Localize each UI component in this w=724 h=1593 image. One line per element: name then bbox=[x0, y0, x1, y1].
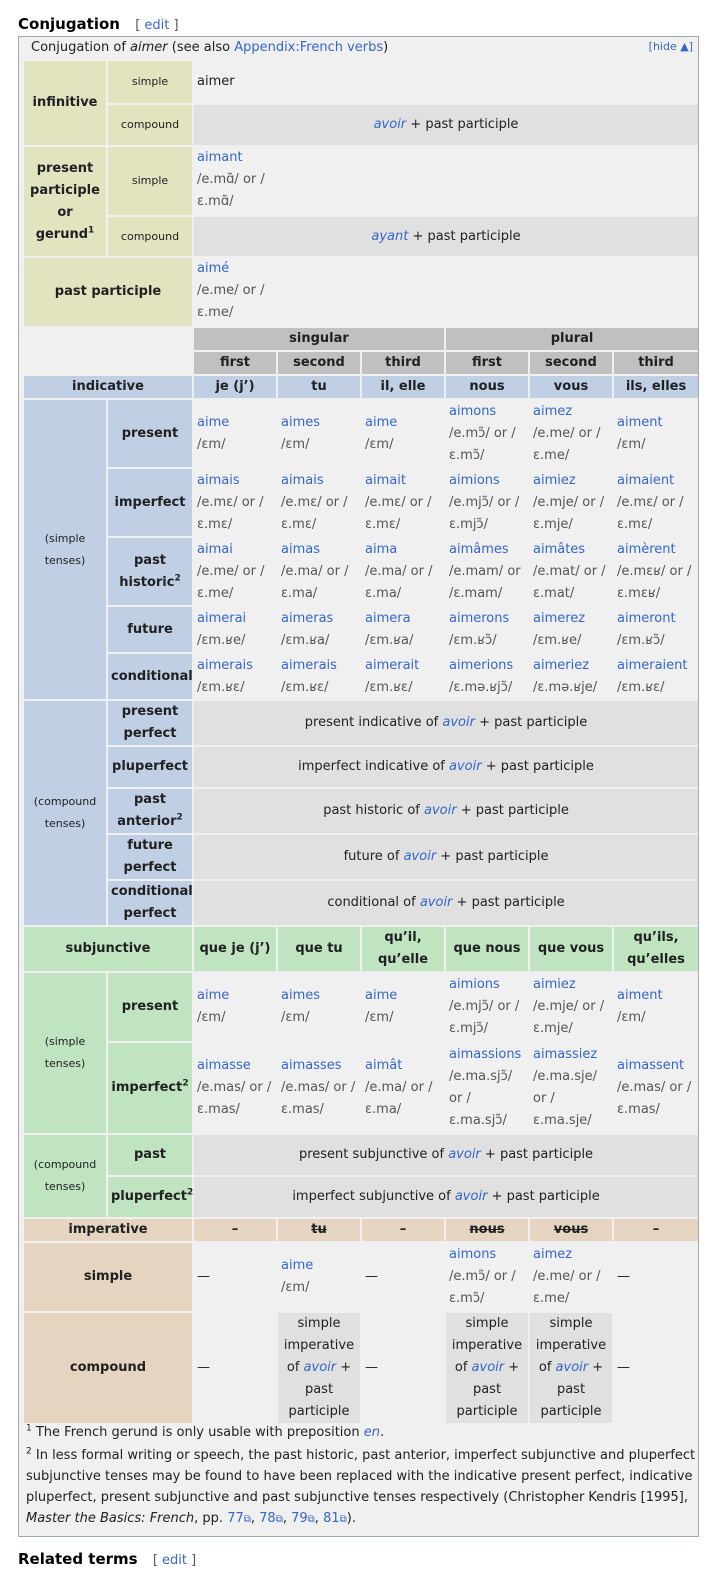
ind-past-historic-row: past historic$^2$ aimai /e.me/ or /ɛ.me/ aimas /e.ma/ or /ɛ.ma/ aima /e.ma/ or /ɛ.ma/ aimâmes /e.mam/ or /ɛ.mam/ aimâtes /e.mat/ or /ɛ.mat/ aimèrent /e.mɛʁ/ or /ɛ.mɛʁ/ bbox=[24, 538, 698, 605]
conjugated-form bbox=[362, 538, 444, 605]
ind-future-perfect-row: future perfect future of avoir + past participle bbox=[24, 835, 698, 879]
label-simple: simple bbox=[108, 147, 192, 215]
conjugated-form bbox=[614, 400, 698, 467]
imp-compound-row: compound — simple imperative of avoir + past participle — simple imperative of avoir + past participle simple imperative of avoir + past participle — bbox=[24, 1313, 698, 1423]
label-present-participle: present participle or gerund$^1$ bbox=[24, 147, 106, 256]
ipa: /e.mam/ or /ɛ.mam/ bbox=[449, 563, 521, 601]
label-compound-tenses: (compound tenses) bbox=[24, 1135, 106, 1217]
ind-present-row: (simple tenses) present aime /ɛm/ aimes /ɛm/ aime /ɛm/ aimons /e.mɔ̃/ or /ɛ.mɔ̃/ aimez /e.me/ or /ɛ.me/ aiment /ɛm/ bbox=[24, 400, 698, 467]
conjugated-form bbox=[614, 973, 698, 1041]
page-link[interactable]: 77 bbox=[227, 1511, 244, 1526]
conjugated-form bbox=[446, 973, 528, 1041]
imperative-header-row: imperative – tu – nous vous – bbox=[24, 1219, 698, 1241]
sub-pluperfect-row: pluperfect$^2$ imperfect subjunctive of avoir + past participle bbox=[24, 1177, 698, 1217]
form-link[interactable]: aimerais bbox=[197, 657, 253, 673]
ind-imperfect-row: imperfect aimais /e.mɛ/ or /ɛ.mɛ/ aimais /e.mɛ/ or /ɛ.mɛ/ aimait /e.mɛ/ or /ɛ.mɛ/ aimions /e.mjɔ̃/ or /ɛ.mjɔ̃/ aimiez /e.mje/ or /ɛ.mje/ aimaient /e.mɛ/ or /ɛ.mɛ/ bbox=[24, 469, 698, 536]
ipa: /e.mɛ/ or /ɛ.mɛ/ bbox=[281, 494, 348, 532]
ipa: /ɛm.ʁɔ̃/ bbox=[449, 632, 497, 648]
ipa: /ɛm/ bbox=[197, 436, 226, 452]
form-link[interactable]: aimais bbox=[281, 472, 324, 488]
ipa: /e.mas/ or /ɛ.mas/ bbox=[617, 1080, 692, 1117]
conjugated-form bbox=[614, 654, 698, 699]
ipa: /ɛm/ bbox=[365, 1010, 394, 1025]
form-link[interactable]: aimerez bbox=[533, 610, 586, 626]
conjugated-form bbox=[278, 973, 360, 1041]
conjugated-form bbox=[362, 973, 444, 1041]
ipa: /ɛm.ʁɔ̃/ bbox=[617, 632, 665, 648]
form-link[interactable]: aimions bbox=[449, 977, 500, 992]
ipa: /ɛ.mə.ʁje/ bbox=[533, 679, 598, 695]
ind-pluperfect-row: pluperfect imperfect indicative of avoir + past participle bbox=[24, 747, 698, 787]
form-link[interactable]: aimera bbox=[365, 610, 411, 626]
ipa: /ɛm.ʁɛ/ bbox=[197, 679, 245, 695]
ipa: /ɛ.mə.ʁjɔ̃/ bbox=[449, 679, 513, 695]
ipa: /ɛm/ bbox=[617, 436, 646, 452]
ipa: /e.mje/ or /ɛ.mje/ bbox=[533, 494, 605, 532]
conjugated-form bbox=[446, 1043, 528, 1133]
infinitive-simple: aimer bbox=[194, 61, 698, 103]
form-link[interactable]: aimions bbox=[449, 472, 500, 488]
form-link[interactable]: aimèrent bbox=[617, 541, 676, 557]
page-link[interactable]: 78 bbox=[259, 1511, 276, 1526]
form-link[interactable]: aiment bbox=[617, 988, 663, 1003]
ipa: /e.ma.sje/ or /ɛ.ma.sje/ bbox=[533, 1069, 598, 1128]
en-link[interactable]: en bbox=[363, 1425, 380, 1440]
footnote-2: $^2$ In less formal writing or speech, the past historic, past anterior, imperfect subjunctive and pluperfect subjunctive tenses may be found to have been replaced with the indicative present perfect, indicative pluperfect, present subjunctive and past subjunctive tenses respectively (Christopher Kendris [1995], Master the Basics: French, pp. 77⧉, 78⧉, 79⧉, 81⧉). bbox=[26, 1446, 696, 1526]
label-compound: compound bbox=[108, 105, 192, 145]
ipa: /e.mas/ or /ɛ.mas/ bbox=[281, 1080, 356, 1117]
ipa: /ɛm.ʁe/ bbox=[533, 632, 582, 648]
ipa: /e.ma/ or /ɛ.ma/ bbox=[365, 1080, 433, 1117]
form-link[interactable]: aimeraient bbox=[617, 657, 688, 673]
conjugated-form bbox=[362, 607, 444, 652]
form-link[interactable]: aimât bbox=[365, 1058, 403, 1073]
ipa: /ɛm/ bbox=[281, 1010, 310, 1025]
ipa: /e.mɛ/ or /ɛ.mɛ/ bbox=[617, 494, 684, 532]
sub-imperfect-row: imperfect$^2$ aimasse /e.mas/ or /ɛ.mas/ aimasses /e.mas/ or /ɛ.mas/ aimât /e.ma/ or /ɛ.ma/ aimassions /e.ma.sjɔ̃/ or /ɛ.ma.sjɔ̃/ aimassiez /e.ma.sje/ or /ɛ.ma.sje/ aimassent /e.mas/ or /ɛ.mas/ bbox=[24, 1043, 698, 1133]
form-link[interactable]: aimez bbox=[533, 403, 573, 419]
ipa: /ɛm/ bbox=[197, 1010, 226, 1025]
label-infinitive: infinitive bbox=[24, 61, 106, 145]
label-past-participle: past participle bbox=[24, 258, 192, 326]
imp-simple-row: simple — aime /ɛm/ — aimons /e.mɔ̃/ or /ɛ.mɔ̃/ aimez /e.me/ or /ɛ.me/ — bbox=[24, 1243, 698, 1311]
label-simple-tenses: (simple tenses) bbox=[24, 400, 106, 699]
conjugated-form bbox=[194, 973, 276, 1041]
form-link[interactable]: aime bbox=[365, 988, 398, 1003]
ipa: /ɛm/ bbox=[365, 436, 394, 452]
form-link[interactable]: aimerions bbox=[449, 657, 514, 673]
sub-present-row: (simple tenses) present aime /ɛm/ aimes /ɛm/ aime /ɛm/ aimions /e.mjɔ̃/ or /ɛ.mjɔ̃/ aimiez /e.mje/ or /ɛ.mje/ aiment /ɛm/ bbox=[24, 973, 698, 1041]
label-singular: singular bbox=[194, 328, 444, 350]
form-link[interactable]: aimâmes bbox=[449, 541, 509, 557]
external-link-icon: ⧉ bbox=[339, 1514, 347, 1525]
conjugated-form bbox=[614, 1043, 698, 1133]
conjugation-box bbox=[18, 36, 699, 1537]
form-link[interactable]: aimassions bbox=[449, 1047, 522, 1062]
form-link[interactable]: aimiez bbox=[533, 977, 576, 992]
past-participle-form: aimé /e.me/ or /ɛ.me/ bbox=[194, 258, 276, 326]
conjugated-form bbox=[446, 607, 528, 652]
form-link[interactable]: aimeras bbox=[281, 610, 334, 626]
ipa: /ɛm.ʁa/ bbox=[281, 632, 330, 648]
external-link-icon: ⧉ bbox=[275, 1514, 283, 1525]
ipa: /ɛm.ʁa/ bbox=[365, 632, 414, 648]
form-link[interactable]: aimes bbox=[281, 988, 321, 1003]
conjugated-form bbox=[530, 400, 612, 467]
conjugated-form bbox=[194, 607, 276, 652]
form-link[interactable]: aimait bbox=[365, 472, 406, 488]
form-link[interactable]: aimaient bbox=[617, 472, 675, 488]
page-link[interactable]: 81 bbox=[323, 1511, 340, 1526]
conjugated-form bbox=[278, 1043, 360, 1133]
form-link[interactable]: aime bbox=[197, 988, 230, 1003]
form-link[interactable]: aimasse bbox=[197, 1058, 251, 1073]
ipa: /ɛm.ʁe/ bbox=[197, 632, 246, 648]
form-link[interactable]: aimais bbox=[197, 472, 240, 488]
ipa: /e.me/ or /ɛ.me/ bbox=[197, 563, 265, 601]
conjugated-form bbox=[278, 607, 360, 652]
conjugated-form bbox=[278, 400, 360, 467]
form-link[interactable]: aimiez bbox=[533, 472, 576, 488]
conjugated-form bbox=[278, 469, 360, 536]
external-link-icon: ⧉ bbox=[243, 1514, 251, 1525]
ipa: /e.ma/ or /ɛ.ma/ bbox=[281, 563, 349, 601]
form-link[interactable]: aimasses bbox=[281, 1058, 342, 1073]
page-link[interactable]: 79 bbox=[291, 1511, 308, 1526]
sub-past-row: (compound tenses) past present subjunctive of avoir + past participle bbox=[24, 1135, 698, 1175]
form-link[interactable]: aimâtes bbox=[533, 541, 586, 557]
label-compound: compound bbox=[108, 217, 192, 256]
ipa: /e.mɛʁ/ or /ɛ.mɛʁ/ bbox=[617, 563, 692, 601]
external-link-icon: ⧉ bbox=[307, 1514, 315, 1525]
form-link[interactable]: aimerai bbox=[197, 610, 247, 626]
conjugated-form bbox=[194, 538, 276, 605]
label-simple: simple bbox=[108, 61, 192, 103]
conjugated-form bbox=[614, 469, 698, 536]
conjugated-form bbox=[446, 400, 528, 467]
form-link[interactable]: aimas bbox=[281, 541, 320, 557]
form-link[interactable]: aimeriez bbox=[533, 657, 590, 673]
label-simple-tenses: (simple tenses) bbox=[24, 973, 106, 1133]
ipa: /e.me/ or /ɛ.me/ bbox=[533, 425, 601, 463]
label-compound-tenses: (compound tenses) bbox=[24, 701, 106, 925]
conjugated-form bbox=[278, 654, 360, 699]
ipa: /e.mɛ/ or /ɛ.mɛ/ bbox=[365, 494, 432, 532]
conjugated-form bbox=[530, 654, 612, 699]
form-link[interactable]: aimerait bbox=[365, 657, 420, 673]
conjugated-form bbox=[278, 538, 360, 605]
subjunctive-header-row: subjunctive que je (j’) que tu qu’il, qu’elle que nous que vous qu’ils, qu’elles bbox=[24, 927, 698, 971]
ipa: /e.mat/ or /ɛ.mat/ bbox=[533, 563, 606, 601]
present-participle-form: aimant /e.mɑ̃/ or /ɛ.mɑ̃/ bbox=[194, 147, 276, 215]
ipa: /e.ma.sjɔ̃/ or /ɛ.ma.sjɔ̃/ bbox=[449, 1069, 513, 1128]
conjugated-form bbox=[446, 654, 528, 699]
infinitive-compound: avoir + past participle bbox=[194, 105, 698, 145]
ipa: /e.mje/ or /ɛ.mje/ bbox=[533, 999, 605, 1036]
conjugated-form bbox=[362, 1043, 444, 1133]
label-plural: plural bbox=[446, 328, 698, 350]
conjugated-form bbox=[194, 1043, 276, 1133]
participle-compound: ayant + past participle bbox=[194, 217, 698, 256]
hide-toggle[interactable]: [hide ▲] bbox=[648, 40, 693, 53]
edit-section-link[interactable]: [ edit ] bbox=[152, 1553, 197, 1568]
edit-section-link[interactable]: [ edit ] bbox=[135, 18, 179, 33]
footnote-1: $^1$ The French gerund is only usable with preposition en. bbox=[26, 1423, 385, 1440]
ipa: /e.mɛ/ or /ɛ.mɛ/ bbox=[197, 494, 264, 532]
form-link[interactable]: aimeront bbox=[617, 610, 676, 626]
form-link[interactable]: aiment bbox=[617, 414, 663, 430]
form-link[interactable]: aimerons bbox=[449, 610, 510, 626]
conjugated-form bbox=[530, 469, 612, 536]
conjugated-form bbox=[362, 654, 444, 699]
form-link[interactable]: aima bbox=[365, 541, 398, 557]
conjugated-form bbox=[530, 538, 612, 605]
ind-present-perfect-row: (compound tenses) present perfect present indicative of avoir + past participle bbox=[24, 701, 698, 745]
conjugated-form bbox=[530, 973, 612, 1041]
form-link[interactable]: aime bbox=[197, 414, 230, 430]
conjugated-form bbox=[446, 538, 528, 605]
ipa: /e.mas/ or /ɛ.mas/ bbox=[197, 1080, 272, 1117]
ind-conditional-perfect-row: conditional perfect conditional of avoir + past participle bbox=[24, 881, 698, 925]
ind-conditional-row: conditional aimerais /ɛm.ʁɛ/ aimerais /ɛm.ʁɛ/ aimerait /ɛm.ʁɛ/ aimerions /ɛ.mə.ʁjɔ̃/ aimeriez /ɛ.mə.ʁje/ aimeraient /ɛm.ʁɛ/ bbox=[24, 654, 698, 699]
conjugated-form bbox=[530, 1043, 612, 1133]
form-link[interactable]: aime bbox=[365, 414, 398, 430]
footnotes bbox=[26, 1422, 696, 1532]
ipa: /ɛm.ʁɛ/ bbox=[617, 679, 665, 695]
conjugated-form bbox=[446, 469, 528, 536]
ipa: /e.mjɔ̃/ or /ɛ.mjɔ̃/ bbox=[449, 999, 520, 1036]
form-link[interactable]: aimassent bbox=[617, 1058, 685, 1073]
ipa: /ɛm/ bbox=[617, 1010, 646, 1025]
ipa: /ɛm/ bbox=[281, 436, 310, 452]
conjugation-table: infinitive simple aimer compound avoir + past participle present participle or gerund$^1$ simple aimant /e.mɑ̃/ or /ɛ.mɑ̃/ compound ayant + past participle past participle aimé /e.me/ or /ɛ.me/ singular plural first second third first second third indicative je (j’) tu il, elle nous vous ils, elles (simple tenses) present aime /ɛm/ aimes /ɛm/ aime /ɛm/ aimons /e.mɔ̃/ or /ɛ.mɔ̃/ aimez /e.me/ or /ɛ.me/ aiment /ɛm/ imperfect aimais /e.mɛ/ or /ɛ.mɛ/ aimais /e.mɛ/ or /ɛ.mɛ/ aimait /e.mɛ/ or /ɛ.mɛ/ aimions /e.mjɔ̃/ or /ɛ.mjɔ̃/ aimiez /e.mje/ or /ɛ.mje/ aimaient /e.mɛ/ or /ɛ.mɛ/ past historic$^2$ aimai /e.me/ or /ɛ.me/ aimas /e.ma/ or /ɛ.ma/ aima /e.ma/ or /ɛ.ma/ aimâmes /e.mam/ or /ɛ.mam/ aimâtes /e.mat/ or /ɛ.mat/ aimèrent /e.mɛʁ/ or /ɛ.mɛʁ/ future aimerai /ɛm.ʁe/ aimeras /ɛm.ʁa/ aimera /ɛm.ʁa/ aimerons /ɛm.ʁɔ̃/ aimerez /ɛm.ʁe/ aimeront /ɛm.ʁɔ̃/ conditional aimerais /ɛm.ʁɛ/ aimerais /ɛm.ʁɛ/ aimerait /ɛm.ʁɛ/ aimerions /ɛ.mə.ʁjɔ̃/ aimeriez /ɛ.mə.ʁje/ aimeraient /ɛm.ʁɛ/ (compound tenses) present perfect present indicative of avoir + past participle pluperfect imperfect indicative of avoir + past participle past anterior$^2$ past historic of avoir + past participle future perfect future of avoir + past participle conditional perfect conditional of avoir + past participle subjunctive que je (j’) que tu qu’il, qu’elle que nous que vous qu’ils, qu’elles (simple tenses) present aime /ɛm/ aimes /ɛm/ aime /ɛm/ aimions /e.mjɔ̃/ or /ɛ.mjɔ̃/ aimiez /e.mje/ or /ɛ.mje/ aiment /ɛm/ imperfect$^2$ aimasse /e.mas/ or /ɛ.mas/ aimasses /e.mas/ or /ɛ.mas/ aimât /e.ma/ or /ɛ.ma/ aimassions /e.ma.sjɔ̃/ or /ɛ.ma.sjɔ̃/ aimassiez /e.ma.sje/ or /ɛ.ma.sje/ aimassent /e.mas/ or /ɛ.mas/ (compound tenses) past present subjunctive of avoir + past participle pluperfect$^2$ imperfect subjunctive of avoir + past participle imperative – tu – nous vous – simple — aime /ɛm/ — aimons /e.mɔ̃/ or /ɛ.mɔ̃/ aimez /e.me/ or /ɛ.me/ — compound — simple imperative of avoir + past participle — simple imperative of avoir + past participle simple imperative of avoir + past participle — bbox=[22, 59, 700, 1425]
appendix-link[interactable]: Appendix:French verbs bbox=[234, 40, 384, 55]
conjugated-form bbox=[614, 607, 698, 652]
section-heading-related-terms: Related terms [ edit ] bbox=[18, 1550, 197, 1568]
conjugated-form bbox=[194, 654, 276, 699]
form-link[interactable]: aimerais bbox=[281, 657, 337, 673]
ind-past-anterior-row: past anterior$^2$ past historic of avoir + past participle bbox=[24, 789, 698, 833]
ipa: /e.ma/ or /ɛ.ma/ bbox=[365, 563, 433, 601]
form-link[interactable]: aimes bbox=[281, 414, 321, 430]
ipa: /e.mjɔ̃/ or /ɛ.mjɔ̃/ bbox=[449, 494, 520, 532]
ipa: /ɛm.ʁɛ/ bbox=[281, 679, 329, 695]
ipa: /e.mɔ̃/ or /ɛ.mɔ̃/ bbox=[449, 425, 516, 463]
conjugated-form bbox=[530, 607, 612, 652]
form-link[interactable]: aimai bbox=[197, 541, 233, 557]
conjugated-form bbox=[362, 400, 444, 467]
box-title: Conjugation of aimer (see also Appendix:French verbs) [hide ▲] bbox=[31, 40, 693, 55]
conjugated-form bbox=[362, 469, 444, 536]
form-link[interactable]: aimassiez bbox=[533, 1047, 598, 1062]
conjugated-form bbox=[194, 469, 276, 536]
form-link[interactable]: aimons bbox=[449, 403, 497, 419]
ind-future-row: future aimerai /ɛm.ʁe/ aimeras /ɛm.ʁa/ aimera /ɛm.ʁa/ aimerons /ɛm.ʁɔ̃/ aimerez /ɛm.ʁe/ aimeront /ɛm.ʁɔ̃/ bbox=[24, 607, 698, 652]
indicative-header-row: indicative je (j’) tu il, elle nous vous ils, elles bbox=[24, 376, 698, 398]
ipa: /ɛm.ʁɛ/ bbox=[365, 679, 413, 695]
section-heading-conjugation: Conjugation [ edit ] bbox=[18, 15, 179, 33]
conjugated-form bbox=[194, 400, 276, 467]
conjugated-form bbox=[614, 538, 698, 605]
